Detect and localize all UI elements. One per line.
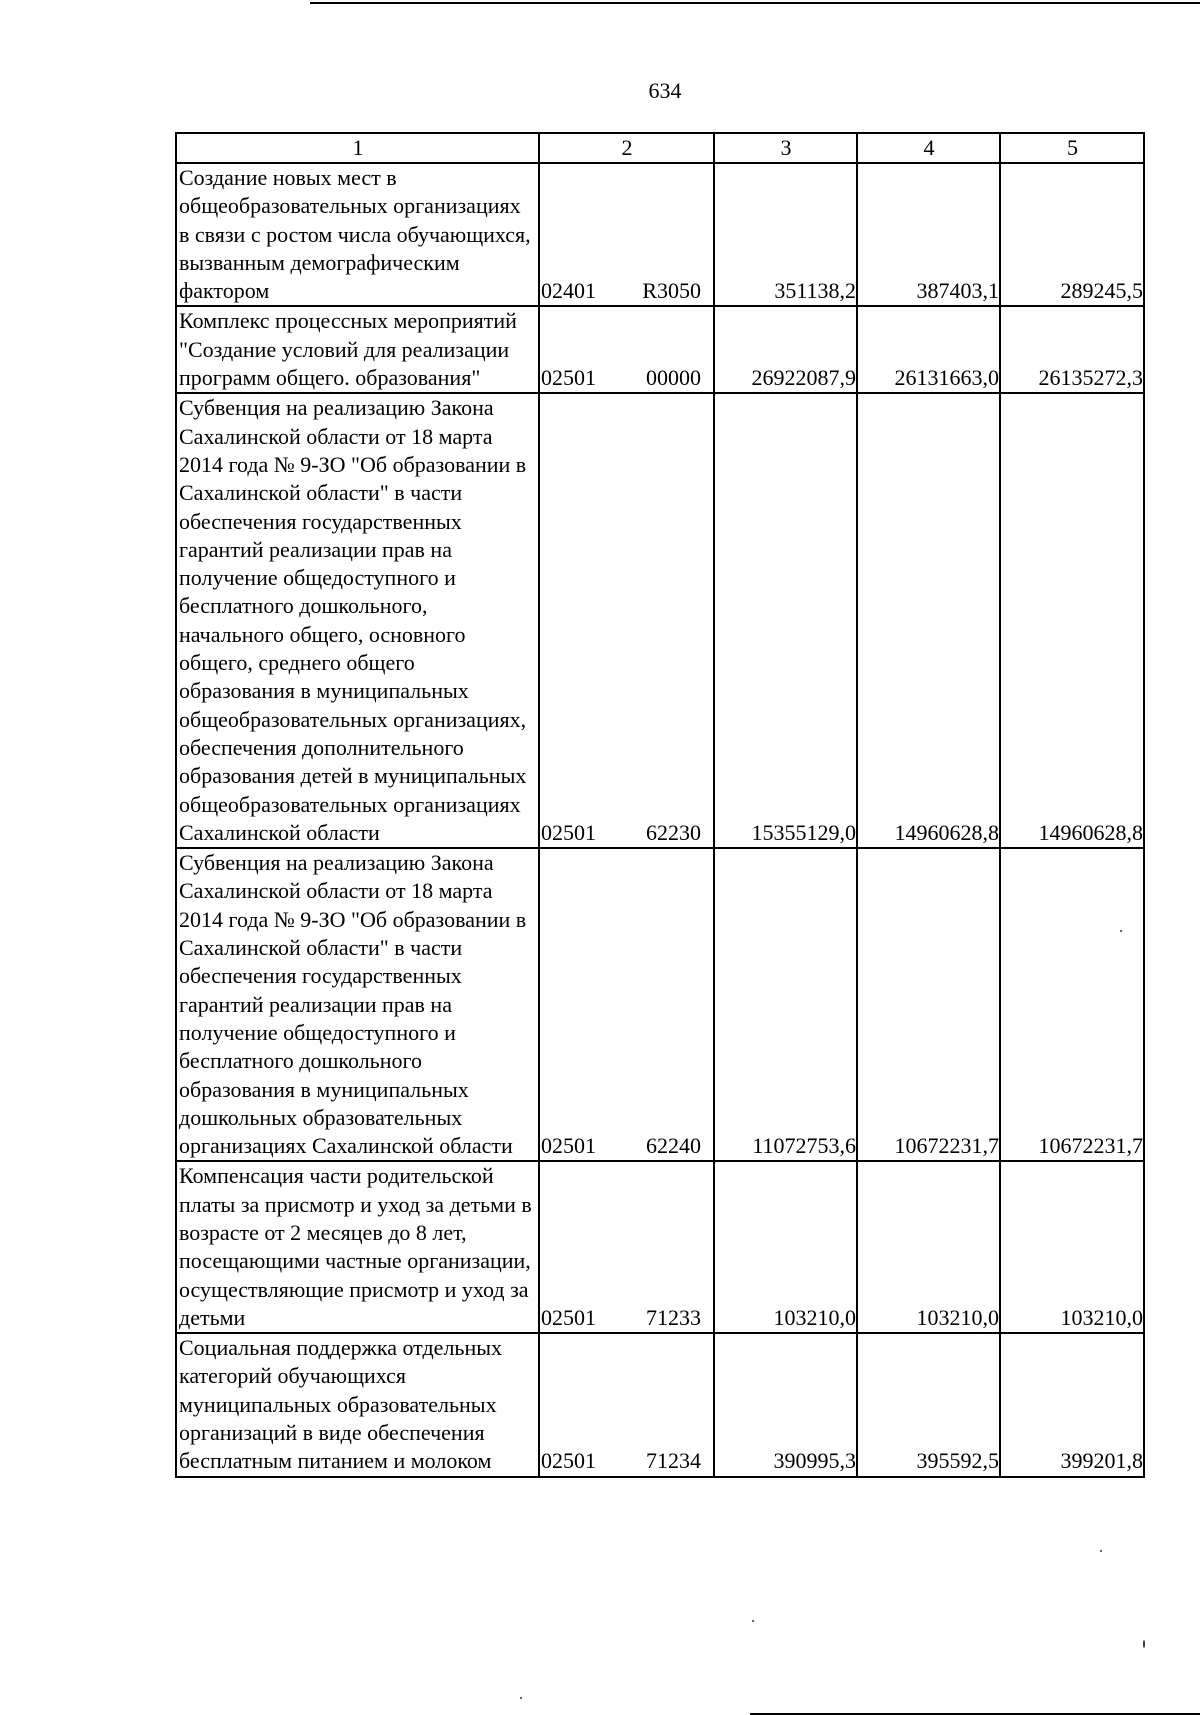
direction-code: 62230 xyxy=(646,819,701,845)
table-row xyxy=(176,393,1144,848)
row-name: Социальная поддержка отдельных категорий обучающихся муниципальных образовательных организаций в виде обеспечения бесплатным питанием и молоком xyxy=(176,1333,539,1476)
value-col3: 26922087,9 xyxy=(714,306,857,393)
table-row xyxy=(176,1333,1144,1476)
row-code xyxy=(539,1161,714,1333)
row-name: Создание новых мест в общеобразовательных организациях в связи с ростом числа обучающихся, вызванным демографическим фактором xyxy=(176,163,539,306)
scan-speck xyxy=(752,1620,754,1622)
row-name: Субвенция на реализацию Закона Сахалинской области от 18 марта 2014 года № 9-ЗО "Об образовании в Сахалинской области" в части обеспечения государственных гарантий реализации прав на получение общедоступного и бесплатного дошкольного образования в муниципальных дошкольных образовательных организациях Сахалинской области xyxy=(176,848,539,1161)
row-name: Комплекс процессных мероприятий "Создание условий для реализации программ общего. образования" xyxy=(176,306,539,393)
header-cell: 2 xyxy=(539,133,714,163)
row-name: Компенсация части родительской платы за присмотр и уход за детьми в возрасте от 2 месяцев до 8 лет, посещающими частные организации, осуществляющие присмотр и уход за детьми xyxy=(176,1161,539,1333)
row-name: Субвенция на реализацию Закона Сахалинской области от 18 марта 2014 года № 9-ЗО "Об образовании в Сахалинской области" в части обеспечения государственных гарантий реализации прав на получение общедоступного и бесплатного дошкольного, начального общего, основного общего, среднего общего образования в муниципальных общеобразовательных организациях, обеспечения дополнительного образования детей в муниципальных общеобразовательных организациях Сахалинской области xyxy=(176,393,539,848)
program-code: 02501 xyxy=(541,1304,596,1330)
direction-code: 71234 xyxy=(646,1448,701,1474)
table-row xyxy=(176,1161,1144,1333)
direction-code: 00000 xyxy=(646,365,701,391)
value-col3: 351138,2 xyxy=(714,163,857,306)
row-code xyxy=(539,163,714,306)
program-code: 02501 xyxy=(541,365,596,391)
value-col5: 289245,5 xyxy=(1000,163,1144,306)
table-row xyxy=(176,306,1144,393)
table-header-row xyxy=(176,133,1144,163)
value-col4: 395592,5 xyxy=(857,1333,1000,1476)
table-row xyxy=(176,848,1144,1161)
value-col3: 103210,0 xyxy=(714,1161,857,1333)
row-code xyxy=(539,393,714,848)
value-col4: 387403,1 xyxy=(857,163,1000,306)
value-col3: 11072753,6 xyxy=(714,848,857,1161)
direction-code: 71233 xyxy=(646,1304,701,1330)
program-code: 02501 xyxy=(541,1448,596,1474)
scan-speck xyxy=(1143,1640,1145,1648)
value-col3: 390995,3 xyxy=(714,1333,857,1476)
top-border-line xyxy=(310,2,1200,4)
value-col5: 103210,0 xyxy=(1000,1161,1144,1333)
header-cell: 4 xyxy=(857,133,1000,163)
value-col4: 10672231,7 xyxy=(857,848,1000,1161)
value-col5: 14960628,8 xyxy=(1000,393,1144,848)
program-code: 02501 xyxy=(541,1133,596,1159)
page-number: 634 xyxy=(648,78,682,103)
scan-speck xyxy=(1100,1550,1102,1552)
scan-speck xyxy=(520,1697,522,1699)
header-cell: 5 xyxy=(1000,133,1144,163)
value-col3: 15355129,0 xyxy=(714,393,857,848)
value-col4: 26131663,0 xyxy=(857,306,1000,393)
value-col5: 399201,8 xyxy=(1000,1333,1144,1476)
program-code: 02401 xyxy=(541,278,596,304)
budget-table xyxy=(175,132,1145,1478)
row-code xyxy=(539,848,714,1161)
scan-speck xyxy=(1120,930,1122,932)
header-cell: 3 xyxy=(714,133,857,163)
row-code xyxy=(539,306,714,393)
header-cell: 1 xyxy=(176,133,539,163)
value-col4: 103210,0 xyxy=(857,1161,1000,1333)
row-code xyxy=(539,1333,714,1476)
direction-code: 62240 xyxy=(646,1133,701,1159)
value-col5: 10672231,7 xyxy=(1000,848,1144,1161)
program-code: 02501 xyxy=(541,819,596,845)
value-col5: 26135272,3 xyxy=(1000,306,1144,393)
direction-code: R3050 xyxy=(642,278,701,304)
table-row xyxy=(176,163,1144,306)
value-col4: 14960628,8 xyxy=(857,393,1000,848)
